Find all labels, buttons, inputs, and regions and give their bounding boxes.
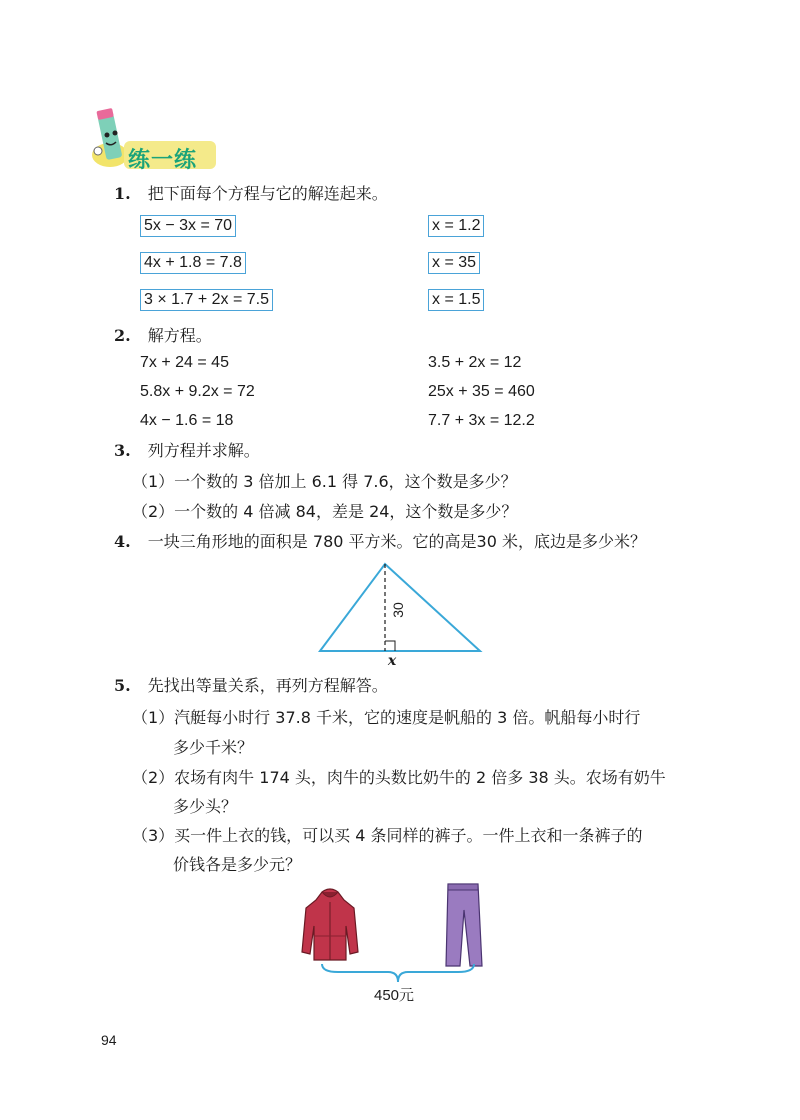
page-number: 94	[101, 1032, 117, 1048]
equation-box: 5x − 3x = 70	[140, 215, 236, 237]
solution-box: x = 1.2	[428, 215, 484, 237]
sub-question-continued: 价钱各是多少元？	[173, 855, 302, 874]
equation: 7x + 24 = 45	[140, 354, 229, 371]
section-title: 练一练	[128, 148, 198, 173]
equation: 3.5 + 2x = 12	[428, 354, 522, 371]
question-text: 一块三角形地的面积是 780 平方米。它的高是30 米，底边是多少米？	[147, 532, 646, 551]
sub-question-continued: 多少头？	[173, 797, 238, 816]
sub-question: （2）农场有肉牛 174 头，肉牛的头数比奶牛的 2 倍多 38 头。农场有奶牛	[132, 768, 666, 787]
sub-question: （2）一个数的 4 倍减 84，差是 24，这个数是多少？	[132, 502, 518, 521]
sub-question-continued: 多少千米？	[173, 738, 254, 757]
solution-box: x = 35	[428, 252, 480, 274]
solution-box: x = 1.5	[428, 289, 484, 311]
price-label: 450元	[374, 987, 415, 1004]
question-text: 列方程并求解。	[147, 441, 260, 460]
jacket-icon	[300, 886, 360, 966]
equation: 25x + 35 = 460	[428, 383, 535, 400]
equation: 4x − 1.6 = 18	[140, 412, 234, 429]
question-number: 5.	[114, 676, 131, 695]
height-label: 30	[390, 602, 406, 618]
base-label: x	[387, 653, 397, 669]
triangle-diagram	[310, 558, 510, 670]
question-3	[114, 441, 260, 461]
question-number: 2.	[114, 326, 131, 345]
question-number: 3.	[114, 441, 131, 460]
equation-box: 4x + 1.8 = 7.8	[140, 252, 246, 274]
right-angle-marker	[385, 641, 395, 651]
pants-icon	[438, 880, 488, 970]
price-brace	[318, 962, 478, 986]
question-1	[114, 184, 388, 204]
question-4	[114, 532, 646, 552]
question-text: 先找出等量关系，再列方程解答。	[147, 676, 388, 695]
sub-question: （1）一个数的 3 倍加上 6.1 得 7.6，这个数是多少？	[132, 472, 517, 491]
question-text: 解方程。	[147, 326, 212, 345]
question-5	[114, 676, 388, 696]
question-2	[114, 326, 212, 346]
section-header	[88, 105, 218, 175]
equation-box: 3 × 1.7 + 2x = 7.5	[140, 289, 273, 311]
question-number: 4.	[114, 532, 131, 551]
question-number: 1.	[114, 184, 131, 203]
equation: 5.8x + 9.2x = 72	[140, 383, 255, 400]
question-text: 把下面每个方程与它的解连起来。	[147, 184, 388, 203]
sub-question: （1）汽艇每小时行 37.8 千米，它的速度是帆船的 3 倍。帆船每小时行	[132, 708, 641, 727]
sub-question: （3）买一件上衣的钱，可以买 4 条同样的裤子。一件上衣和一条裤子的	[132, 826, 643, 845]
equation: 7.7 + 3x = 12.2	[428, 412, 535, 429]
